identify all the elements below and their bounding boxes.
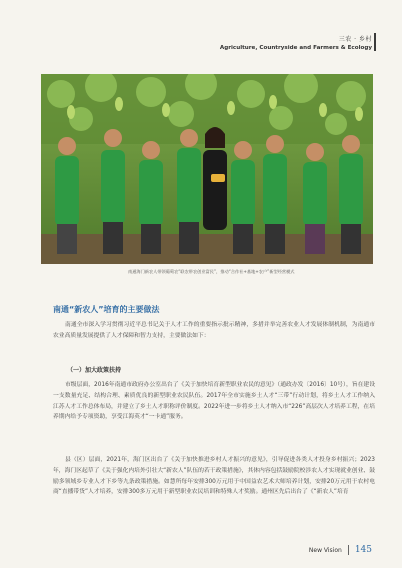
- page-footer: [309, 545, 372, 555]
- page-number: 145: [354, 545, 372, 555]
- footer-brand: New Vision: [308, 546, 342, 554]
- paragraph-city-level: 市级层面，2016年南通市政府办公室出台了《关于加快培育新型职业农民的意见》（通政办发〔2016〕10号），旨在建设一支数量充足、结构合理、素质优良的新型职业农民队伍。2017年全市实施乡土人才“三带”行动计划，将乡土人才工作纳入江苏人才工作总体布局，并建立了乡土人才职称评价制度。2022年进一步将乡土人才纳入市“226”高层次人才培养工程，在培养期内给予专项资助，享受江海英才“一卡通”服务。: [53, 382, 375, 421]
- paragraph-county-level: 县（区）层面，2021年，海门区出台了《关于加快推进乡村人才振兴的意见》，引导促进各类人才投身乡村振兴；2023年，海门区起草了《关于强化内培外引壮大“新农人”队伍的若干政策措施》，其体内容包括鼓励院校涉农人才实现就业创业、鼓励多领域乡专业人才下乡等九条政策措施。如慧所每年安排300万元用于中国益农艺术大师培养计划，安排20万元用于农村电商“直播带货”人才培养，安排300多万元用于新型职业农民培训和特殊人才奖励。通州区先后出台了《“新农人”培育: [53, 457, 375, 496]
- footer-divider: [348, 545, 349, 555]
- photo-caption: 南通海门新农人带领葡萄农“联农带农创业富民”，推动“合作社+基地+农户”新型经营模式: [128, 269, 295, 274]
- page-header: [220, 34, 372, 51]
- intro-paragraph: 南通全市深入学习贯彻习近平总书记关于人才工作的重要指示批示精神，多措并举完善农业人才发展体制机制，为南通市农业高质量发展提供了人才保障和智力支持，主要做法如下：: [53, 322, 375, 339]
- header-divider: [374, 33, 376, 51]
- section-label-cn: 三农 · 乡村: [338, 36, 372, 43]
- section-label-en: Agriculture, Countryside and Farmers & Ecology: [219, 45, 372, 51]
- article-photo: [41, 74, 373, 264]
- subheading: （一）加大政策扶持: [67, 367, 122, 374]
- vineyard-photo-illustration: [41, 74, 373, 264]
- article-title: 南通“新农人”培育的主要做法: [53, 305, 160, 314]
